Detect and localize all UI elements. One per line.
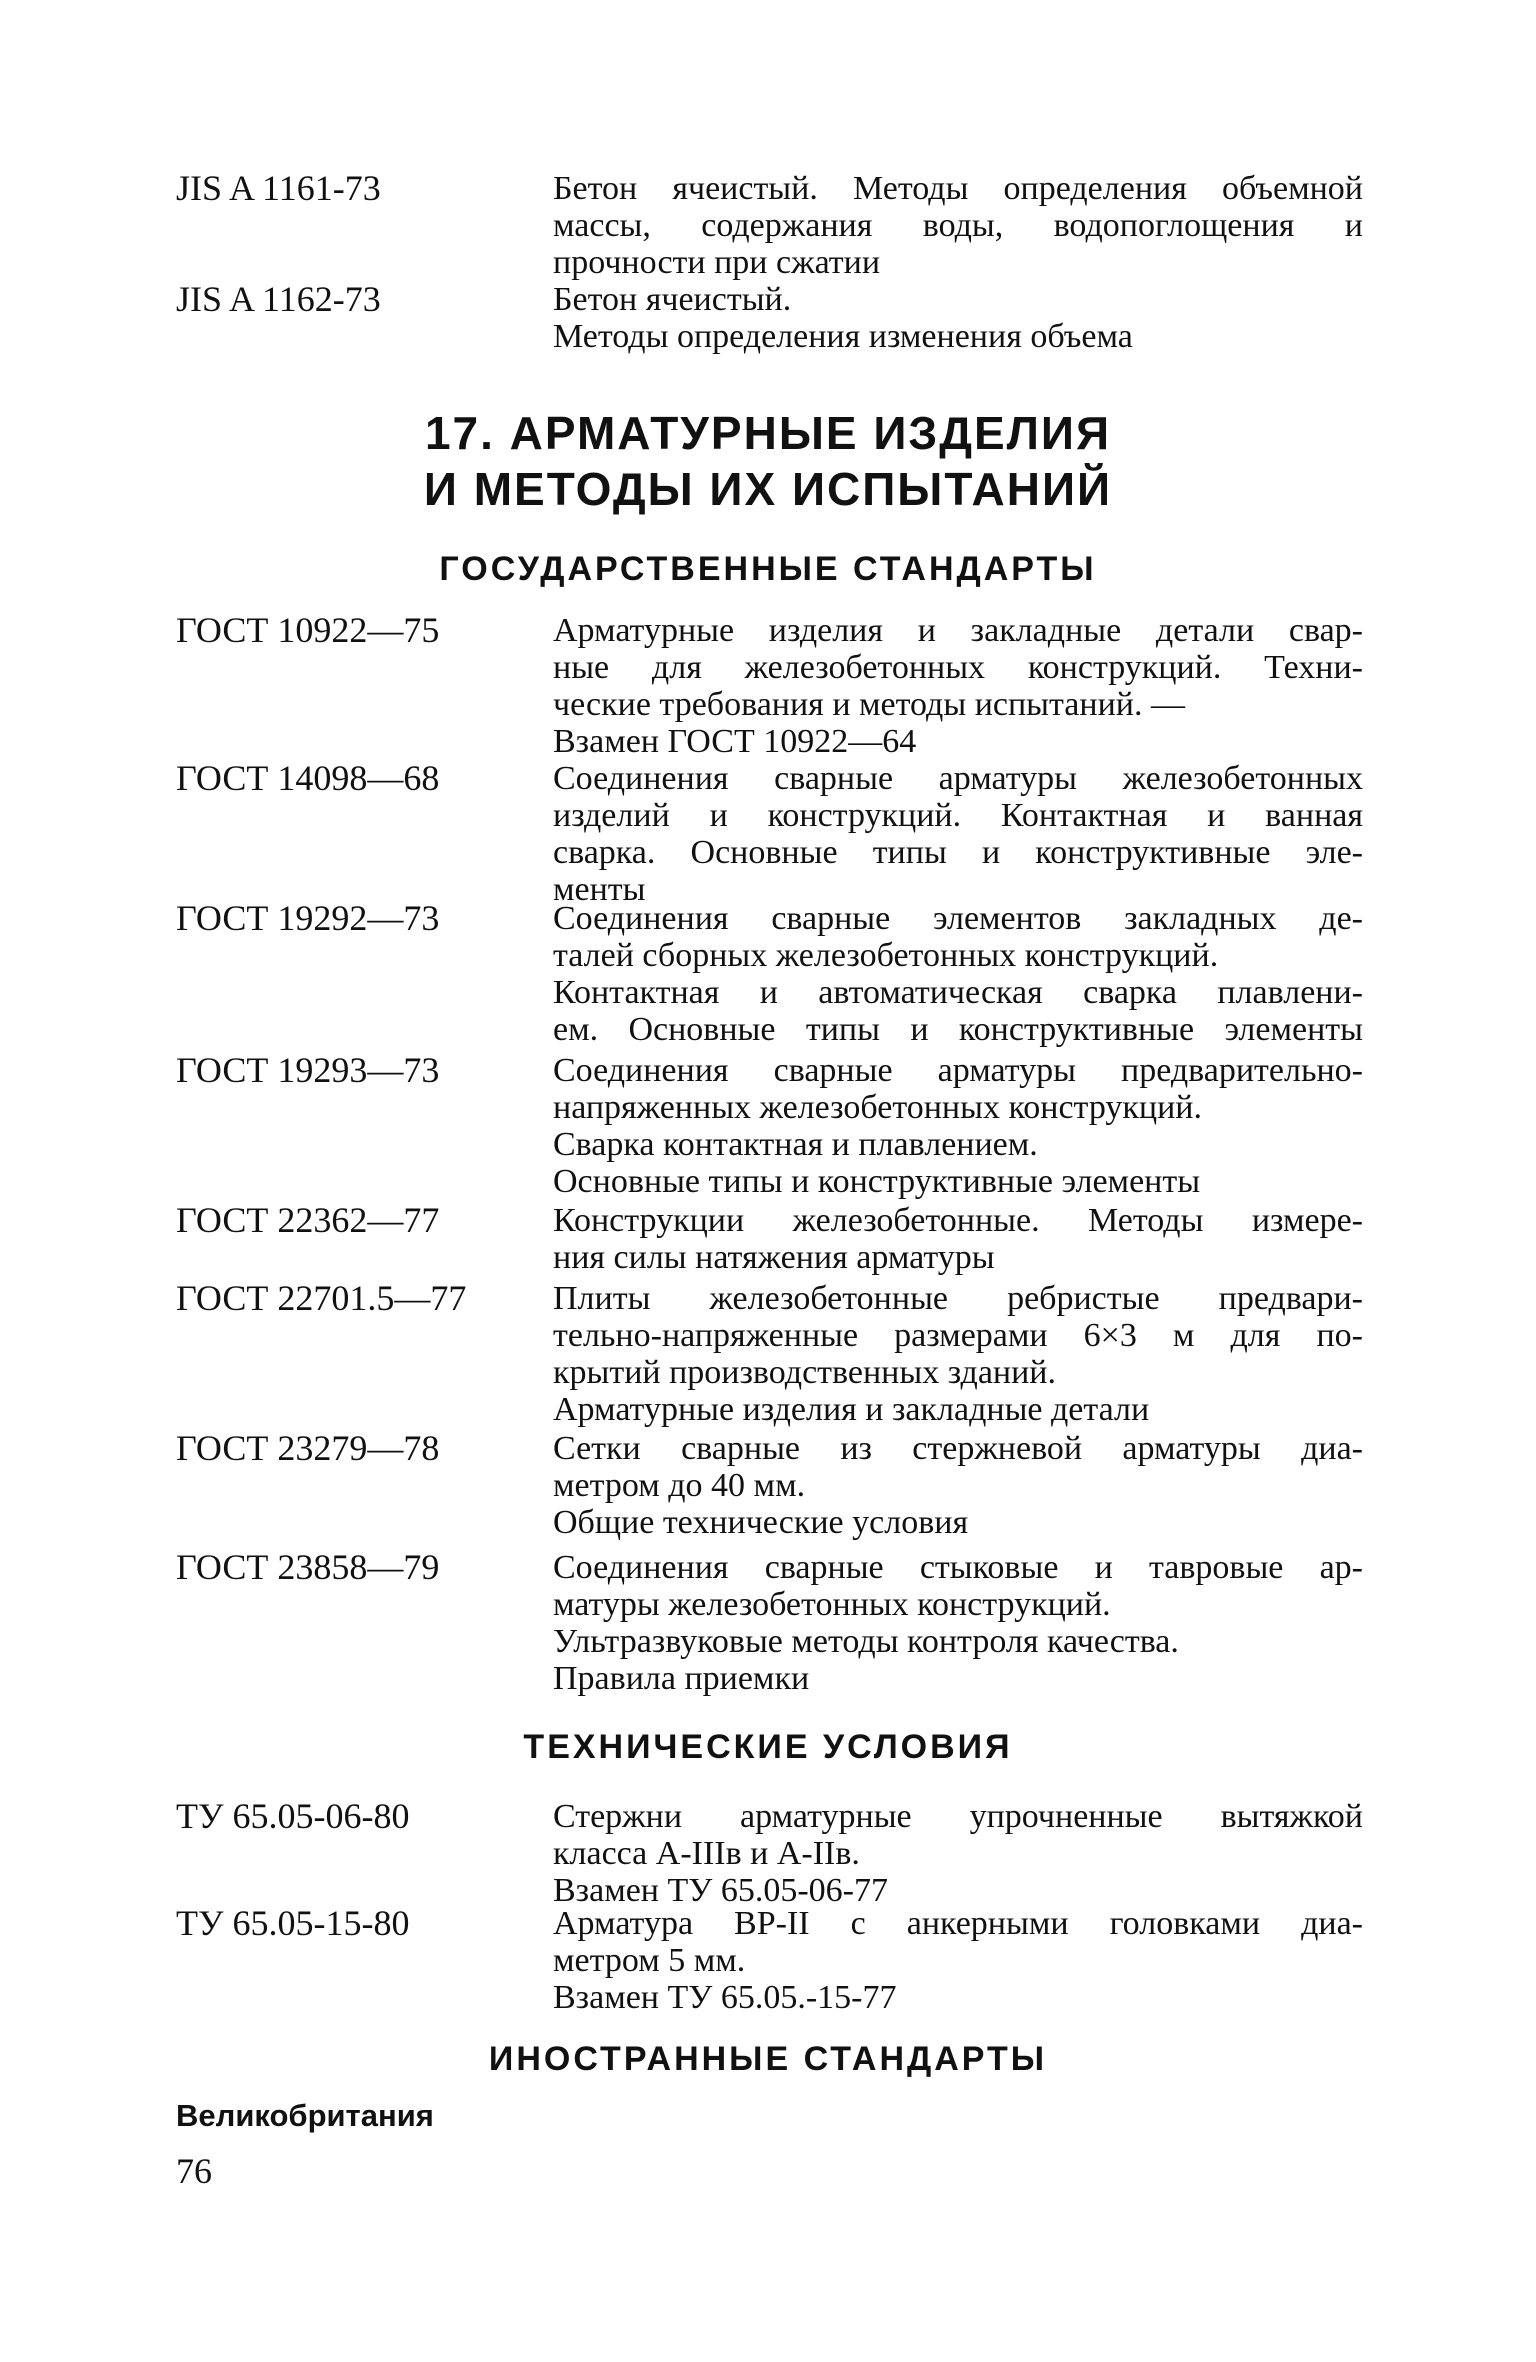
description-line: Контактная и автоматическая сварка плавлени- bbox=[553, 974, 1363, 1011]
description-line: тельно-напряженные размерами 6×3 м для по- bbox=[553, 1317, 1363, 1354]
description-line: метром до 40 мм. bbox=[553, 1467, 806, 1504]
standard-description bbox=[553, 1430, 1363, 1541]
description-line: массы, содержания воды, водопоглощения и bbox=[553, 207, 1363, 244]
standard-code: ГОСТ 23279—78 bbox=[176, 1428, 440, 1468]
description-line: талей сборных железобетонных конструкций. bbox=[553, 937, 1219, 974]
description-line: Плиты железобетонные ребристые предвари- bbox=[553, 1280, 1363, 1317]
description-line: Соединения сварные элементов закладных де- bbox=[553, 900, 1363, 937]
description-line: ем. Основные типы и конструктивные элементы bbox=[553, 1011, 1363, 1048]
description-line: Взамен ТУ 65.05-06-77 bbox=[553, 1872, 888, 1909]
standard-code: ГОСТ 10922—75 bbox=[176, 610, 440, 650]
standard-description bbox=[553, 1905, 1363, 2016]
chapter-title-line-2: И МЕТОДЫ ИХ ИСПЫТАНИЙ bbox=[423, 463, 1113, 515]
description-line: прочности при сжатии bbox=[553, 244, 881, 281]
standard-description bbox=[553, 1052, 1363, 1200]
country-subheading: Великобритания bbox=[176, 2098, 434, 2133]
description-line: Основные типы и конструктивные элементы bbox=[553, 1163, 1201, 1200]
description-line: Бетон ячеистый. bbox=[553, 281, 792, 318]
description-line: ния силы натяжения арматуры bbox=[553, 1239, 995, 1276]
description-line: Бетон ячеистый. Методы определения объемной bbox=[553, 170, 1363, 207]
description-line: Общие технические условия bbox=[553, 1504, 969, 1541]
standard-code: ГОСТ 23858—79 bbox=[176, 1547, 440, 1587]
description-line: Соединения сварные арматуры железобетонных bbox=[553, 760, 1363, 797]
section-heading-foreign-standards: ИНОСТРАННЫЕ СТАНДАРТЫ bbox=[488, 2040, 1048, 2078]
chapter-title-line-1: 17. АРМАТУРНЫЕ ИЗДЕЛИЯ bbox=[424, 407, 1112, 459]
standard-description bbox=[553, 281, 1133, 355]
standard-description bbox=[553, 170, 1363, 281]
standard-description bbox=[553, 612, 1363, 760]
description-line: Сварка контактная и плавлением. bbox=[553, 1126, 1038, 1163]
description-line: класса А-IIIв и А-IIв. bbox=[553, 1835, 860, 1872]
description-line: Ультразвуковые методы контроля качества. bbox=[553, 1623, 1179, 1660]
description-line: изделий и конструкций. Контактная и ванная bbox=[553, 797, 1363, 834]
description-line: крытий производственных зданий. bbox=[553, 1354, 1056, 1391]
description-line: метром 5 мм. bbox=[553, 1942, 746, 1979]
description-line: Взамен ТУ 65.05.-15-77 bbox=[553, 1979, 897, 2016]
section-heading-technical-conditions: ТЕХНИЧЕСКИЕ УСЛОВИЯ bbox=[523, 1728, 1013, 1766]
standard-description bbox=[553, 1280, 1363, 1428]
description-line: Арматурные изделия и закладные детали bbox=[553, 1391, 1150, 1428]
standard-code: ТУ 65.05-06-80 bbox=[176, 1796, 410, 1836]
standard-code: ГОСТ 19292—73 bbox=[176, 898, 440, 938]
description-line: Взамен ГОСТ 10922—64 bbox=[553, 723, 917, 760]
description-line: Соединения сварные арматуры предварительно- bbox=[553, 1052, 1363, 1089]
section-heading-state-standards: ГОСУДАРСТВЕННЫЕ СТАНДАРТЫ bbox=[439, 550, 1097, 588]
description-line: напряженных железобетонных конструкций. bbox=[553, 1089, 1202, 1126]
standard-code: ГОСТ 14098—68 bbox=[176, 758, 440, 798]
description-line: Стержни арматурные упрочненные вытяжкой bbox=[553, 1798, 1363, 1835]
standard-code: ТУ 65.05-15-80 bbox=[176, 1903, 410, 1943]
description-line: менты bbox=[553, 871, 646, 908]
description-line: Правила приемки bbox=[553, 1660, 810, 1697]
description-line: Арматурные изделия и закладные детали свар- bbox=[553, 612, 1363, 649]
page-number: 76 bbox=[176, 2151, 212, 2191]
standard-code: ГОСТ 19293—73 bbox=[176, 1050, 440, 1090]
description-line: Методы определения изменения объема bbox=[553, 318, 1133, 355]
standard-code: JIS A 1162-73 bbox=[176, 279, 381, 319]
standard-code: JIS A 1161-73 bbox=[176, 168, 381, 208]
description-line: ные для железобетонных конструкций. Техни- bbox=[553, 649, 1363, 686]
description-line: сварка. Основные типы и конструктивные эле- bbox=[553, 834, 1363, 871]
standard-description bbox=[553, 760, 1363, 908]
description-line: ческие требования и методы испытаний. — bbox=[553, 686, 1185, 723]
description-line: Арматура ВР-II с анкерными головками диа- bbox=[553, 1905, 1363, 1942]
description-line: Конструкции железобетонные. Методы измере- bbox=[553, 1202, 1363, 1239]
standard-description bbox=[553, 1549, 1363, 1697]
standard-description bbox=[553, 1202, 1363, 1276]
standard-description bbox=[553, 1798, 1363, 1909]
description-line: матуры железобетонных конструкций. bbox=[553, 1586, 1111, 1623]
description-line: Сетки сварные из стержневой арматуры диа- bbox=[553, 1430, 1363, 1467]
description-line: Соединения сварные стыковые и тавровые ар- bbox=[553, 1549, 1363, 1586]
standard-code: ГОСТ 22362—77 bbox=[176, 1200, 440, 1240]
standard-code: ГОСТ 22701.5—77 bbox=[176, 1278, 467, 1318]
standard-description bbox=[553, 900, 1363, 1048]
